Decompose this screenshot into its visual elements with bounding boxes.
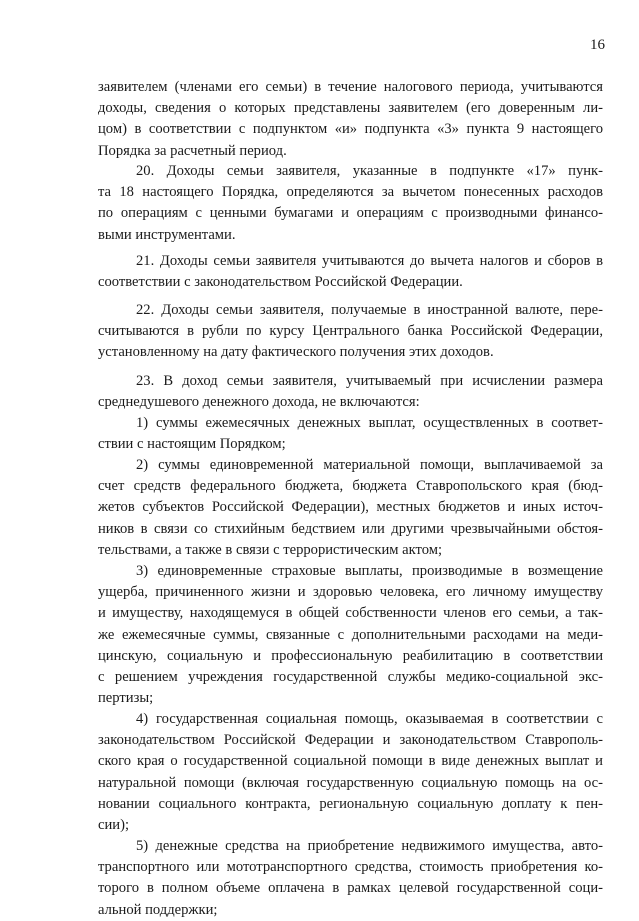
text-line: пертизы; bbox=[98, 690, 154, 707]
text-line: Порядка за расчетный период. bbox=[98, 142, 287, 159]
text-line: с решением учреждения государственной службы медико-социальной экс- bbox=[98, 669, 603, 686]
text-line: и имуществу, находящемуся в общей собственности членов его семьи, а так- bbox=[98, 605, 603, 622]
text-line: альной поддержки; bbox=[98, 901, 218, 918]
paragraph-23 bbox=[98, 371, 603, 413]
text-line: соответствии с законодательством Российской Федерации. bbox=[98, 274, 463, 291]
paragraph-continuation bbox=[98, 77, 603, 162]
text-line: тельствами, а также в связи с террористическим актом; bbox=[98, 541, 443, 558]
text-line: 22. Доходы семьи заявителя, получаемые в иностранной валюте, пере- bbox=[136, 302, 603, 318]
text-line: цом) в соответствии с подпунктом «и» подпункта «3» пункта 9 настоящего bbox=[98, 121, 603, 138]
text-line: счет средств федерального бюджета, бюджета Ставропольского края (бюд- bbox=[98, 478, 603, 495]
text-line: законодательством Российской Федерации и законодательством Ставрополь- bbox=[98, 732, 603, 749]
paragraph-21 bbox=[98, 251, 603, 293]
text-line: же ежемесячные суммы, связанные с дополнительными расходами на меди- bbox=[98, 626, 603, 643]
text-line: та 18 настоящего Порядка, определяются за вычетом понесенных расходов bbox=[98, 184, 603, 201]
text-line: выми инструментами. bbox=[98, 226, 236, 243]
text-line: ского края о государственной социальной помощи в виде денежных выплат и bbox=[98, 753, 603, 770]
text-line: по операциям с ценными бумагами и операциям с производными финансо- bbox=[98, 205, 603, 222]
text-line: считываются в рубли по курсу Центрального банка Российской Федерации, bbox=[98, 323, 603, 340]
list-item-5 bbox=[98, 836, 603, 921]
text-line: среднедушевого денежного дохода, не включаются: bbox=[98, 394, 420, 411]
text-line: установленному на дату фактического получения этих доходов. bbox=[98, 344, 494, 361]
text-line: 4) государственная социальная помощь, оказываемая в соответствии с bbox=[136, 711, 603, 727]
text-line: цинскую, социальную и профессиональную реабилитацию в соответствии bbox=[98, 647, 603, 664]
text-line: ущерба, причиненного жизни и здоровью человека, его личному имуществу bbox=[98, 584, 603, 601]
list-item-3 bbox=[98, 561, 603, 709]
text-line: сии); bbox=[98, 817, 130, 834]
text-line: заявителем (членами его семьи) в течение налогового периода, учитываются bbox=[98, 79, 603, 95]
text-line: натуральной помощи (включая государственную социальную помощь на ос- bbox=[98, 774, 603, 791]
list-item-1 bbox=[98, 413, 603, 455]
text-line: ствии с настоящим Порядком; bbox=[98, 436, 286, 453]
text-line: новании социального контракта, региональную социальную доплату к пен- bbox=[98, 795, 603, 812]
text-line: ников в связи со стихийным бедствием или другими чрезвычайными обстоя- bbox=[98, 520, 603, 537]
text-line: 20. Доходы семьи заявителя, указанные в подпункте «17» пунк- bbox=[136, 163, 603, 179]
text-line: жетов субъектов Российской Федерации), местных бюджетов и иных источ- bbox=[98, 499, 603, 516]
text-line: 2) суммы единовременной материальной помощи, выплачиваемой за bbox=[136, 457, 603, 473]
list-item-2 bbox=[98, 455, 603, 561]
text-line: 23. В доход семьи заявителя, учитываемый при исчислении размера bbox=[136, 373, 603, 389]
text-line: доходы, сведения о которых представлены заявителем (его доверенным ли- bbox=[98, 100, 603, 117]
text-line: торого в полном объеме оплачена в рамках целевой государственной соци- bbox=[98, 880, 603, 897]
paragraph-20 bbox=[98, 161, 603, 246]
text-line: 21. Доходы семьи заявителя учитываются до вычета налогов и сборов в bbox=[136, 253, 603, 269]
text-line: 5) денежные средства на приобретение недвижимого имущества, авто- bbox=[136, 838, 603, 854]
text-line: 1) суммы ежемесячных денежных выплат, осуществленных в соответ- bbox=[136, 415, 603, 431]
paragraph-22 bbox=[98, 300, 603, 364]
text-line: транспортного или мототранспортного средства, стоимость приобретения ко- bbox=[98, 859, 603, 876]
text-line: 3) единовременные страховые выплаты, производимые в возмещение bbox=[136, 563, 603, 579]
list-item-4 bbox=[98, 709, 603, 836]
page-number: 16 bbox=[590, 37, 605, 53]
